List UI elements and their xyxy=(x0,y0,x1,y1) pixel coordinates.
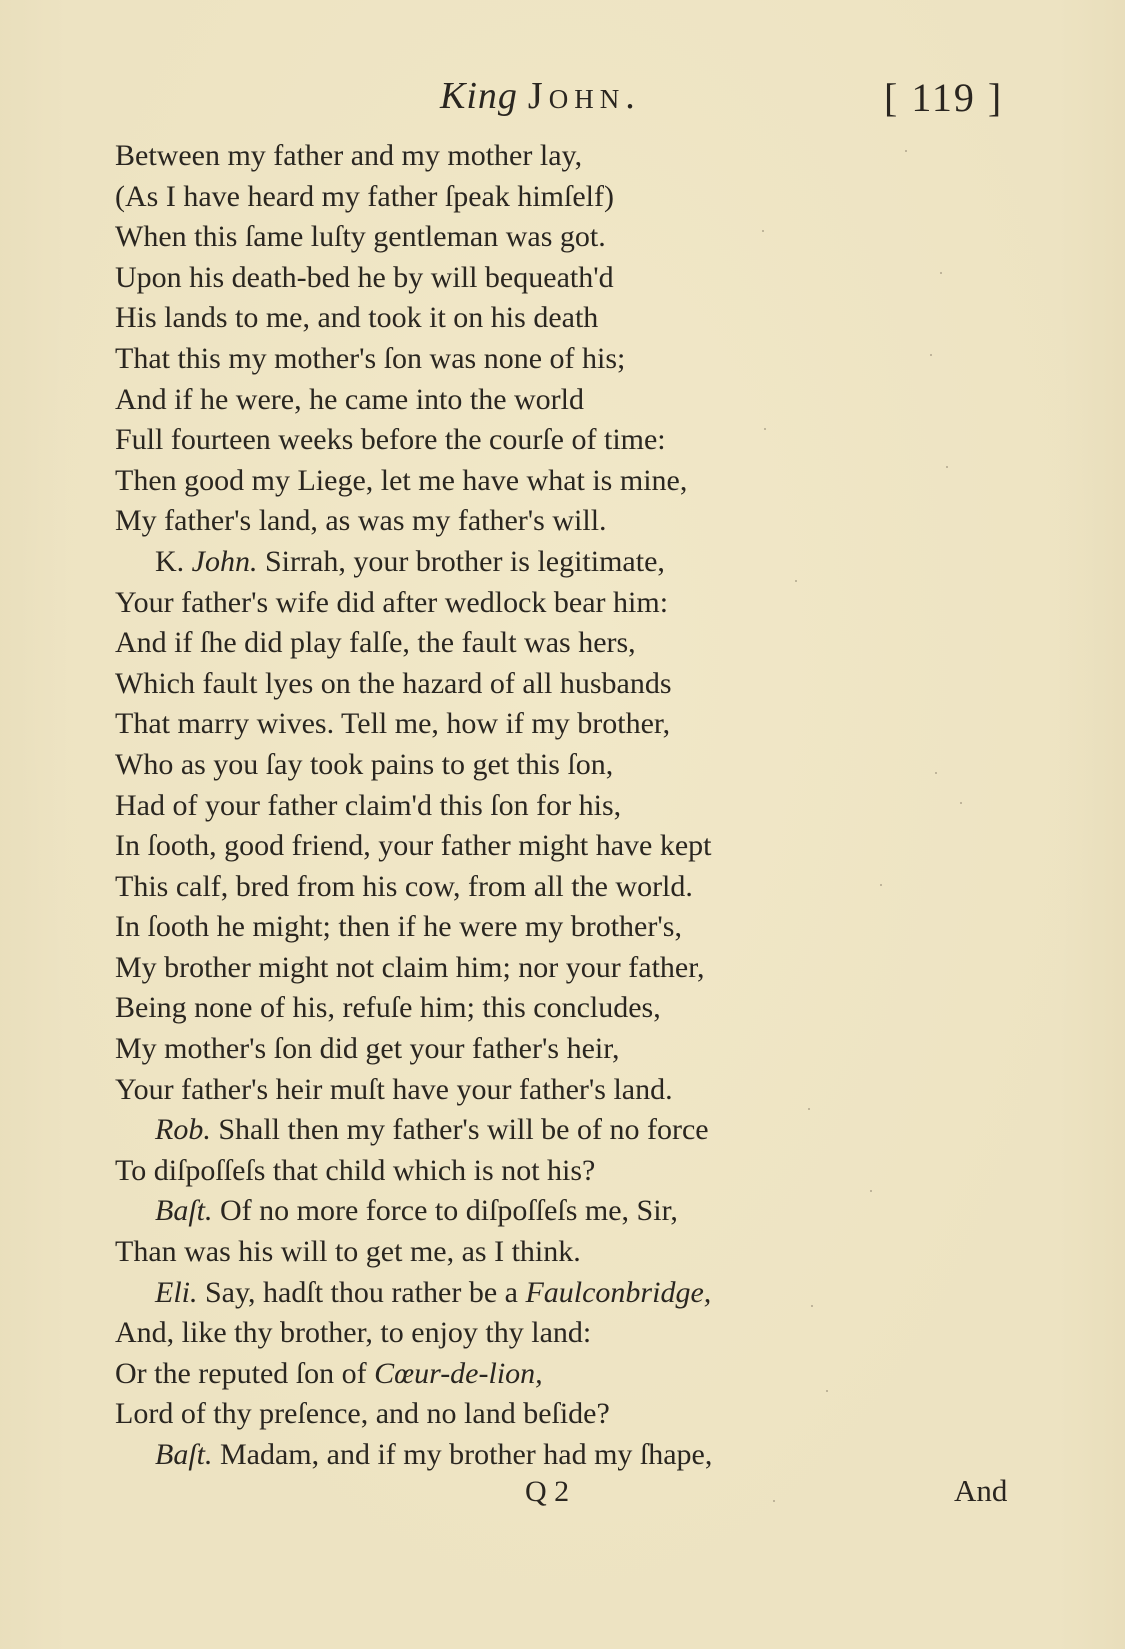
paper-speck xyxy=(935,772,937,774)
verse-line xyxy=(115,1394,1015,1435)
speaker-name: Baſt. xyxy=(155,1194,213,1228)
verse-line xyxy=(115,177,1015,218)
verse-line xyxy=(115,664,1015,705)
verse-line xyxy=(115,542,1015,583)
line-text: My father's land, as was my father's will. xyxy=(115,504,607,538)
paper-speck xyxy=(880,884,882,886)
verse-text xyxy=(115,136,1015,1476)
paper-speck xyxy=(930,354,932,356)
line-text: Or the reputed ſon of xyxy=(115,1356,375,1390)
verse-line xyxy=(115,583,1015,624)
verse-line xyxy=(115,988,1015,1029)
line-text: In ſooth he might; then if he were my brother's, xyxy=(115,910,682,944)
verse-line xyxy=(115,339,1015,380)
title-king: King xyxy=(440,75,518,117)
verse-line xyxy=(115,1029,1015,1070)
paper-speck xyxy=(946,466,948,468)
verse-line xyxy=(115,745,1015,786)
verse-line xyxy=(115,1191,1015,1232)
paper-speck xyxy=(773,1500,775,1502)
verse-line xyxy=(115,623,1015,664)
verse-line xyxy=(115,826,1015,867)
verse-line xyxy=(115,1232,1015,1273)
line-text: Between my father and my mother lay, xyxy=(115,139,583,172)
line-text: Who as you ſay took pains to get this ſon, xyxy=(115,747,614,781)
italic-name: Faulconbridge, xyxy=(525,1275,712,1309)
line-text: That marry wives. Tell me, how if my brother, xyxy=(115,707,671,741)
line-text: Your father's wife did after wedlock bear him: xyxy=(115,585,669,619)
title-john: John. xyxy=(527,75,641,117)
line-text: Had of your father claim'd this ſon for his, xyxy=(115,788,622,822)
verse-line xyxy=(115,217,1015,258)
verse-line xyxy=(115,1354,1015,1395)
paper-speck xyxy=(870,1190,872,1192)
paper-speck xyxy=(808,1108,810,1110)
verse-line xyxy=(115,1070,1015,1111)
speaker-name: Eli. xyxy=(155,1275,198,1309)
line-text: Of no more force to diſpoſſeſs me, Sir, xyxy=(212,1194,678,1228)
line-text: (As I have heard my father ſpeak himſelf) xyxy=(115,179,614,213)
line-text: Then good my Liege, let me have what is mine, xyxy=(115,463,688,497)
paper-speck xyxy=(795,580,797,582)
verse-line xyxy=(115,1313,1015,1354)
speaker-name: Rob. xyxy=(155,1113,211,1147)
line-text: Full fourteen weeks before the courſe of time: xyxy=(115,423,666,457)
line-text: And, like thy brother, to enjoy thy land: xyxy=(115,1316,592,1350)
speaker-prefix: K. xyxy=(155,544,185,578)
verse-line xyxy=(115,1110,1015,1151)
line-text: When this ſame luſty gentleman was got. xyxy=(115,220,606,254)
paper-speck xyxy=(826,1390,828,1392)
line-text: In ſooth, good friend, your father might have kept xyxy=(115,829,712,863)
paper-speck xyxy=(905,150,907,152)
paper-speck xyxy=(811,1305,813,1307)
signature-mark: Q 2 xyxy=(525,1475,570,1508)
line-text: Your father's heir muſt have your father's land. xyxy=(115,1072,673,1106)
verse-line xyxy=(115,786,1015,827)
verse-line xyxy=(115,907,1015,948)
verse-line xyxy=(115,1435,1015,1476)
catchword: And xyxy=(954,1473,1008,1508)
verse-line xyxy=(115,867,1015,908)
running-head xyxy=(0,74,1125,134)
line-text: Lord of thy preſence, and no land beſide? xyxy=(115,1397,610,1431)
verse-line xyxy=(115,948,1015,989)
verse-line xyxy=(115,298,1015,339)
paper-speck xyxy=(940,272,942,274)
line-text: Upon his death-bed he by will bequeath'd xyxy=(115,260,614,294)
verse-line xyxy=(115,380,1015,421)
verse-line xyxy=(115,1273,1015,1314)
verse-line xyxy=(115,420,1015,461)
speaker-name: Baſt. xyxy=(155,1438,213,1471)
line-text: His lands to me, and took it on his death xyxy=(115,301,599,335)
line-text: Than was his will to get me, as I think. xyxy=(115,1235,581,1269)
line-text: Which fault lyes on the hazard of all husbands xyxy=(115,666,672,700)
paper-speck xyxy=(762,230,764,232)
paper-speck xyxy=(960,802,962,804)
line-text: Say, hadſt thou rather be a xyxy=(197,1275,526,1309)
line-text: My mother's ſon did get your father's heir, xyxy=(115,1032,620,1066)
speaker-name: John. xyxy=(191,544,258,578)
line-text: To diſpoſſeſs that child which is not his? xyxy=(115,1153,596,1187)
verse-line xyxy=(115,704,1015,745)
line-text: And if ſhe did play falſe, the fault was hers, xyxy=(115,626,636,660)
line-text: My brother might not claim him; nor your father, xyxy=(115,950,705,984)
verse-line xyxy=(115,501,1015,542)
paper-speck xyxy=(764,428,766,430)
italic-name: Cœur-de-lion, xyxy=(374,1356,543,1390)
line-text: Madam, and if my brother had my ſhape, xyxy=(212,1438,713,1471)
verse-line xyxy=(115,461,1015,502)
line-text: Being none of his, refuſe him; this concludes, xyxy=(115,991,661,1025)
verse-line xyxy=(115,136,1015,177)
line-text: That this my mother's ſon was none of his; xyxy=(115,341,626,375)
verse-line xyxy=(115,258,1015,299)
verse-line xyxy=(115,1151,1015,1192)
line-text: Shall then my father's will be of no force xyxy=(210,1113,709,1147)
line-text: And if he were, he came into the world xyxy=(115,382,584,416)
line-text: This calf, bred from his cow, from all the world. xyxy=(115,869,693,903)
line-text: Sirrah, your brother is legitimate, xyxy=(257,544,665,578)
play-title xyxy=(440,74,641,118)
page-number: [ 119 ] xyxy=(884,75,1004,120)
